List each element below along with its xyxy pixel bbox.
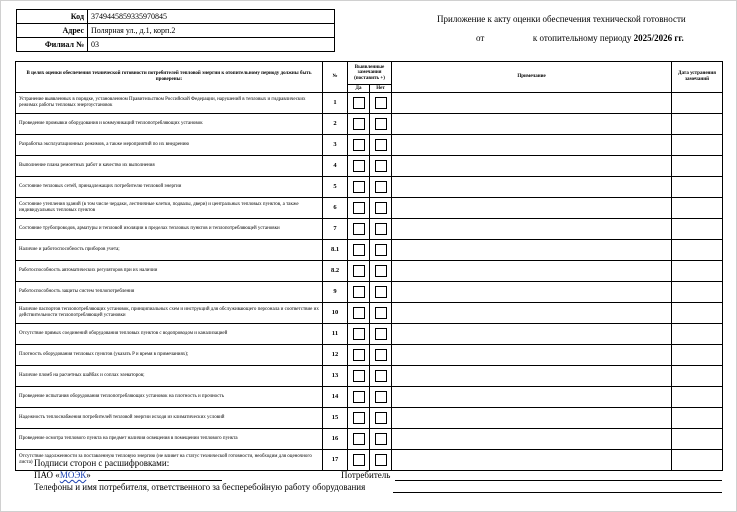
yes-checkbox[interactable] — [353, 412, 365, 424]
fix-date-cell[interactable] — [672, 219, 723, 240]
checklist-row — [16, 198, 723, 219]
fix-date-cell[interactable] — [672, 198, 723, 219]
pao-signature-label — [34, 470, 91, 480]
criterion-number: 17 — [323, 450, 348, 471]
yes-cell — [348, 387, 370, 408]
yes-cell — [348, 114, 370, 135]
note-cell[interactable] — [392, 303, 672, 324]
info-label: Филиал № — [17, 38, 88, 52]
criterion-number: 9 — [323, 282, 348, 303]
no-cell — [370, 114, 392, 135]
no-checkbox[interactable] — [375, 454, 387, 466]
consumer-phones-label: Телефоны и имя потребителя, ответственного за бесперебойную работу оборудования — [34, 482, 366, 492]
yes-checkbox[interactable] — [353, 202, 365, 214]
yes-checkbox[interactable] — [353, 181, 365, 193]
yes-checkbox[interactable] — [353, 160, 365, 172]
no-checkbox[interactable] — [375, 181, 387, 193]
no-cell — [370, 450, 392, 471]
no-cell — [370, 198, 392, 219]
fix-date-cell[interactable] — [672, 177, 723, 198]
yes-checkbox[interactable] — [353, 349, 365, 361]
checklist-table — [15, 61, 723, 471]
fix-date-cell[interactable] — [672, 240, 723, 261]
checklist-row — [16, 177, 723, 198]
criterion-text: Наличие пломб на расчетных шайбах и соплах элеваторов; — [16, 366, 323, 387]
no-checkbox[interactable] — [375, 223, 387, 235]
criterion-number: 4 — [323, 156, 348, 177]
fix-date-cell[interactable] — [672, 429, 723, 450]
criterion-number: 6 — [323, 198, 348, 219]
info-table — [16, 9, 335, 52]
yes-cell — [348, 177, 370, 198]
fix-date-cell[interactable] — [672, 303, 723, 324]
note-cell[interactable] — [392, 177, 672, 198]
no-checkbox[interactable] — [375, 202, 387, 214]
criterion-number: 13 — [323, 366, 348, 387]
criterion-text: Состояние трубопроводов, арматуры и тепловой изоляции в пределах тепловых пунктов и теплопотребляющей установки — [16, 219, 323, 240]
no-checkbox[interactable] — [375, 118, 387, 130]
yes-checkbox[interactable] — [353, 433, 365, 445]
no-cell — [370, 177, 392, 198]
yes-cell — [348, 345, 370, 366]
criterion-text: Работоспособность автоматических регуляторов при их наличии — [16, 261, 323, 282]
col-note-header: Примечание — [392, 62, 672, 93]
no-cell — [370, 261, 392, 282]
col-yes-header: Да — [348, 85, 370, 93]
criterion-text: Работоспособность защиты систем теплопотребления — [16, 282, 323, 303]
note-cell[interactable] — [392, 219, 672, 240]
yes-checkbox[interactable] — [353, 391, 365, 403]
no-cell — [370, 429, 392, 450]
fix-date-cell[interactable] — [672, 156, 723, 177]
annex-period-line — [476, 33, 684, 43]
yes-cell — [348, 93, 370, 114]
col-num-header: № — [323, 62, 348, 93]
no-checkbox[interactable] — [375, 328, 387, 340]
checklist-row — [16, 219, 723, 240]
criterion-number: 16 — [323, 429, 348, 450]
checklist-row — [16, 366, 723, 387]
yes-cell — [348, 219, 370, 240]
fix-date-cell[interactable] — [672, 135, 723, 156]
no-cell — [370, 408, 392, 429]
criterion-number: 12 — [323, 345, 348, 366]
note-cell[interactable] — [392, 345, 672, 366]
checklist-row — [16, 261, 723, 282]
note-cell[interactable] — [392, 282, 672, 303]
yes-cell — [348, 135, 370, 156]
annex-period-prefix: отопительному периоду — [539, 33, 632, 43]
yes-checkbox[interactable] — [353, 244, 365, 256]
annex-period: 2025/2026 гг. — [633, 33, 684, 43]
checklist-row — [16, 282, 723, 303]
fix-date-cell[interactable] — [672, 93, 723, 114]
criterion-text: Отсутствие прямых соединений оборудования тепловых пунктов с водопроводом и канализацией — [16, 324, 323, 345]
note-cell[interactable] — [392, 135, 672, 156]
col-found-header: Выявленные замечания (поставить +) — [348, 62, 392, 85]
no-cell — [370, 282, 392, 303]
checklist-row — [16, 408, 723, 429]
yes-checkbox[interactable] — [353, 265, 365, 277]
criterion-number: 2 — [323, 114, 348, 135]
note-cell[interactable] — [392, 387, 672, 408]
yes-cell — [348, 303, 370, 324]
criterion-text: Надежность теплоснабжения потребителей тепловой энергии исходя из климатических условий — [16, 408, 323, 429]
criterion-text: Устранение выявленных в порядке, установленном Правительством Российской Федерации, нарушений в тепловых и гидравлических режимах работы тепловых энергоустановок — [16, 93, 323, 114]
no-checkbox[interactable] — [375, 307, 387, 319]
yes-cell — [348, 156, 370, 177]
checklist-row — [16, 93, 723, 114]
checklist-row — [16, 387, 723, 408]
criterion-text: Проведение промывки оборудования и коммуникаций теплопотребляющих установок — [16, 114, 323, 135]
yes-checkbox[interactable] — [353, 328, 365, 340]
col-criteria-header: В целях оценки обеспечения технической готовности потребителей тепловой энергии к отопительному периоду должны быть проверены: — [16, 62, 323, 93]
annex-title: Приложение к акту оценки обеспечения технической готовности — [437, 14, 686, 24]
no-checkbox[interactable] — [375, 349, 387, 361]
no-cell — [370, 240, 392, 261]
criterion-number: 3 — [323, 135, 348, 156]
note-cell[interactable] — [392, 324, 672, 345]
no-checkbox[interactable] — [375, 244, 387, 256]
info-value: Полярная ул., д.1, корп.2 — [88, 24, 335, 38]
pao-suffix: » — [86, 470, 91, 480]
no-checkbox[interactable] — [375, 97, 387, 109]
yes-cell — [348, 261, 370, 282]
yes-cell — [348, 198, 370, 219]
no-cell — [370, 345, 392, 366]
col-no-header: Нет — [370, 85, 392, 93]
fix-date-cell[interactable] — [672, 282, 723, 303]
yes-cell — [348, 282, 370, 303]
criterion-text: Отсутствие задолженности за поставленную тепловую энергию (не влияет на статус технической готовности, необходим для оценочного листа) — [16, 450, 323, 471]
note-cell[interactable] — [392, 93, 672, 114]
info-row-address — [17, 24, 335, 38]
yes-cell — [348, 240, 370, 261]
checklist-row — [16, 240, 723, 261]
no-checkbox[interactable] — [375, 265, 387, 277]
yes-checkbox[interactable] — [353, 223, 365, 235]
yes-checkbox[interactable] — [353, 97, 365, 109]
yes-cell — [348, 408, 370, 429]
fix-date-cell[interactable] — [672, 261, 723, 282]
criterion-text: Выполнение плана ремонтных работ и качество их выполнения — [16, 156, 323, 177]
note-cell[interactable] — [392, 261, 672, 282]
pao-prefix: ПАО « — [34, 470, 60, 480]
checklist-row — [16, 156, 723, 177]
criterion-text: Разработка эксплуатационных режимов, а также мероприятий по их внедрению — [16, 135, 323, 156]
consumer-signature-line[interactable] — [395, 480, 722, 481]
criterion-number: 14 — [323, 387, 348, 408]
col-date-header: Дата устранения замечаний — [672, 62, 723, 93]
yes-checkbox[interactable] — [353, 118, 365, 130]
no-checkbox[interactable] — [375, 433, 387, 445]
no-cell — [370, 93, 392, 114]
yes-checkbox[interactable] — [353, 307, 365, 319]
fix-date-cell[interactable] — [672, 408, 723, 429]
no-checkbox[interactable] — [375, 370, 387, 382]
info-label: Адрес — [17, 24, 88, 38]
yes-cell — [348, 366, 370, 387]
no-cell — [370, 366, 392, 387]
note-cell[interactable] — [392, 408, 672, 429]
no-cell — [370, 135, 392, 156]
note-cell[interactable] — [392, 429, 672, 450]
fix-date-cell[interactable] — [672, 366, 723, 387]
no-cell — [370, 303, 392, 324]
note-cell[interactable] — [392, 240, 672, 261]
fix-date-cell[interactable] — [672, 324, 723, 345]
no-cell — [370, 156, 392, 177]
criterion-text: Проведение осмотра теплового пункта на предмет наличия освещения в помещении теплового пункта — [16, 429, 323, 450]
criterion-number: 15 — [323, 408, 348, 429]
no-checkbox[interactable] — [375, 160, 387, 172]
criterion-number: 7 — [323, 219, 348, 240]
annex-k: к — [532, 33, 538, 43]
info-row-branch — [17, 38, 335, 52]
checklist-row — [16, 114, 723, 135]
yes-checkbox[interactable] — [353, 370, 365, 382]
info-row-code — [17, 10, 335, 24]
yes-checkbox[interactable] — [353, 286, 365, 298]
criterion-number: 10 — [323, 303, 348, 324]
no-checkbox[interactable] — [375, 286, 387, 298]
fix-date-cell[interactable] — [672, 387, 723, 408]
criterion-number: 8.2 — [323, 261, 348, 282]
yes-checkbox[interactable] — [353, 139, 365, 151]
fix-date-cell[interactable] — [672, 345, 723, 366]
consumer-signature-label: Потребитель — [341, 470, 391, 480]
checklist-row — [16, 303, 723, 324]
pao-signature-line[interactable] — [98, 480, 222, 481]
criterion-text: Состояние утепления зданий (в том числе чердаки, лестничные клетки, подвалы, двери) и центральных тепловых пунктов, а также индивидуальных тепловых пунктов — [16, 198, 323, 219]
checklist-row — [16, 324, 723, 345]
yes-cell — [348, 429, 370, 450]
annex-from: от — [476, 33, 485, 43]
criterion-number: 11 — [323, 324, 348, 345]
consumer-phones-line[interactable] — [393, 492, 722, 493]
no-cell — [370, 324, 392, 345]
no-cell — [370, 219, 392, 240]
info-value: 3749445859335970845 — [88, 10, 335, 24]
no-checkbox[interactable] — [375, 139, 387, 151]
checklist-row — [16, 345, 723, 366]
note-cell[interactable] — [392, 450, 672, 471]
info-label: Код — [17, 10, 88, 24]
criterion-number: 8.1 — [323, 240, 348, 261]
note-cell[interactable] — [392, 114, 672, 135]
info-value: 03 — [88, 38, 335, 52]
pao-name-link[interactable]: МОЭК — [59, 470, 87, 480]
criterion-text: Наличие паспортов теплопотребляющих установок, принципиальных схем и инструкций для обслуживающего персонала и соответствие их действительности теплопотребляющей установки — [16, 303, 323, 324]
criterion-number: 5 — [323, 177, 348, 198]
criterion-text: Проведение испытания оборудования теплопотребляющих установок на плотность и прочность — [16, 387, 323, 408]
yes-cell — [348, 450, 370, 471]
note-cell[interactable] — [392, 366, 672, 387]
no-checkbox[interactable] — [375, 391, 387, 403]
criterion-text: Плотность оборудования тепловых пунктов (указать P и время в примечаниях); — [16, 345, 323, 366]
checklist-row — [16, 429, 723, 450]
criterion-text: Состояние тепловых сетей, принадлежащих потребителю тепловой энергии — [16, 177, 323, 198]
criterion-text: Наличие и работоспособность приборов учета; — [16, 240, 323, 261]
yes-checkbox[interactable] — [353, 454, 365, 466]
checklist-row — [16, 135, 723, 156]
criterion-number: 1 — [323, 93, 348, 114]
signatures-title: Подписи сторон с расшифровками: — [34, 458, 170, 468]
yes-cell — [348, 324, 370, 345]
no-cell — [370, 387, 392, 408]
note-cell[interactable] — [392, 198, 672, 219]
note-cell[interactable] — [392, 156, 672, 177]
no-checkbox[interactable] — [375, 412, 387, 424]
fix-date-cell[interactable] — [672, 114, 723, 135]
fix-date-cell[interactable] — [672, 450, 723, 471]
